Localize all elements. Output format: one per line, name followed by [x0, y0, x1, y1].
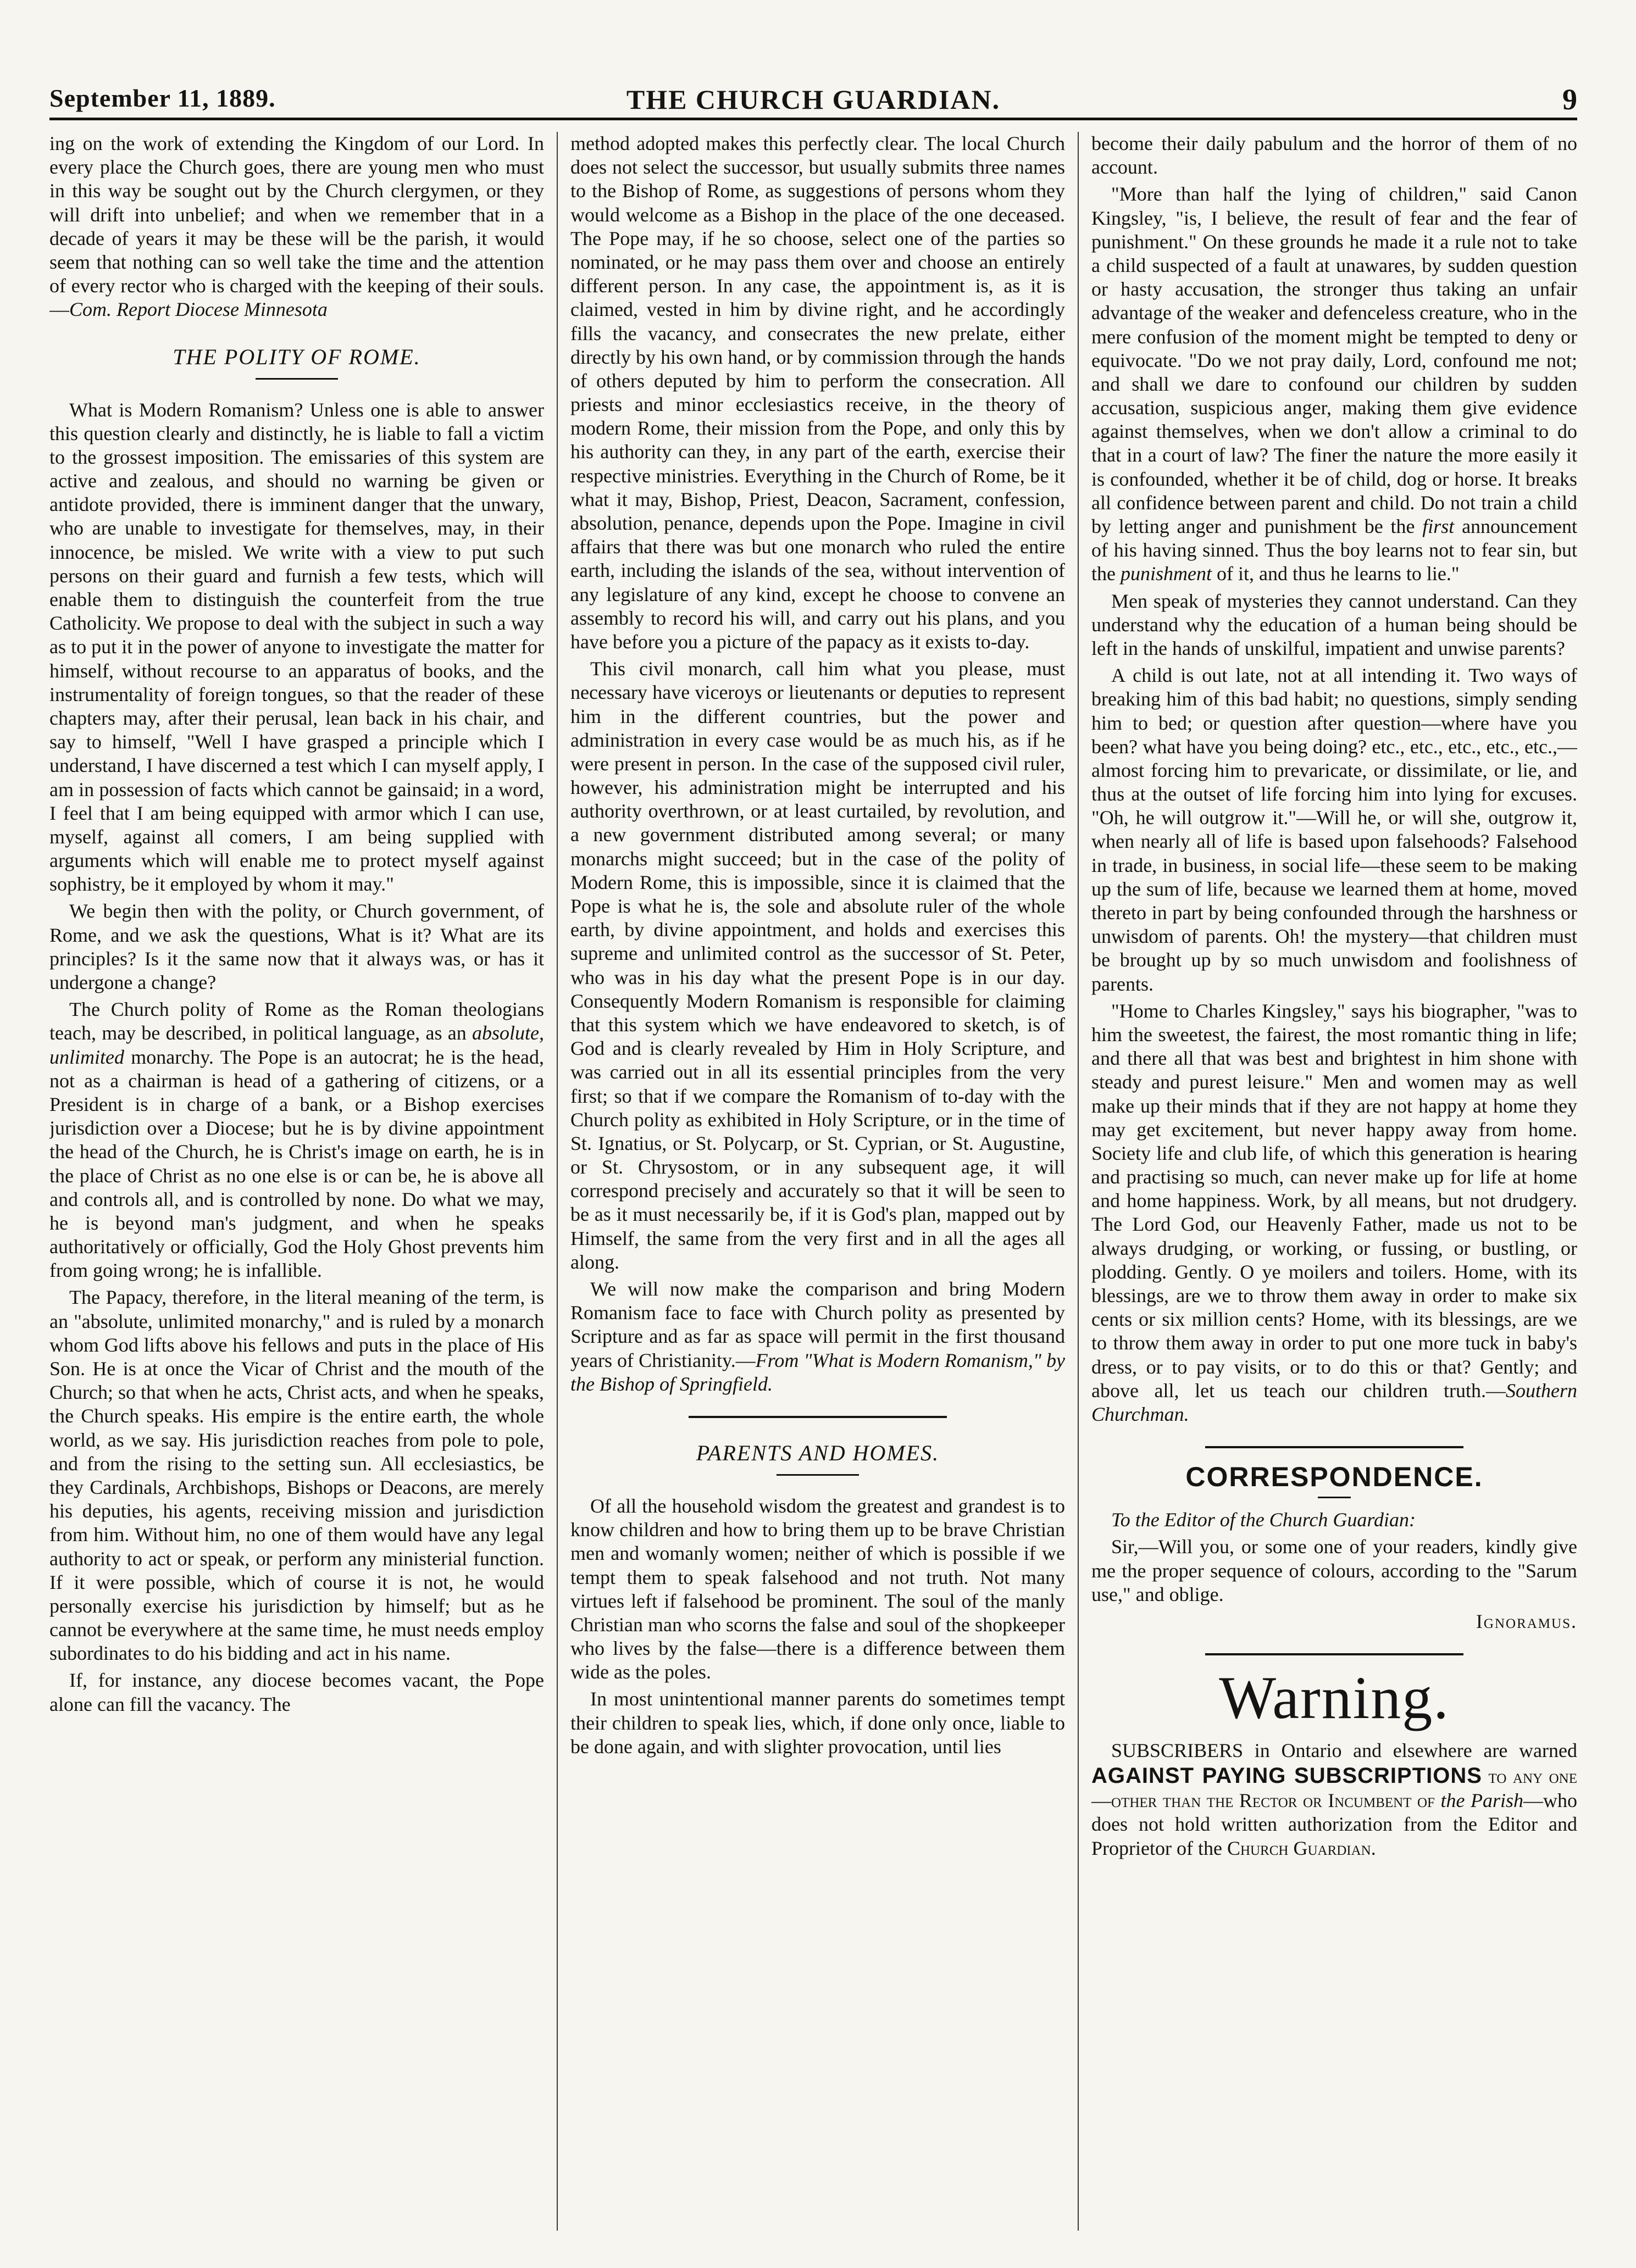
- article-paragraph: If, for instance, any diocese becomes vacant, the Pope alone can fill the vacancy. The: [49, 1669, 544, 1715]
- publication-name: Church Guardian.: [1227, 1837, 1376, 1859]
- section-rule: [689, 1416, 947, 1418]
- emphasis: the Parish: [1440, 1789, 1523, 1812]
- column-divider: [1078, 132, 1079, 2231]
- article-attribution: From "What is Modern Romanism," by the Bishop of Springfield.: [570, 1349, 1065, 1395]
- title-rule: [256, 378, 338, 380]
- page-number: 9: [1562, 83, 1577, 116]
- correspondence-body: Sir,—Will you, or some one of your readers, kindly give me the proper sequence of colours, according to the "Sarum use," and oblige.: [1091, 1536, 1577, 1605]
- warning-notice: SUBSCRIBERS in Ontario and elsewhere are warned AGAINST PAYING SUBSCRIPTIONS to any one—other than the Rector or Incumbent of the Parish—who does not hold written authorization from the Editor and Proprietor of the Church Guardian.: [1091, 1739, 1577, 1859]
- section-rule: [1205, 1446, 1463, 1448]
- title-rule: [1318, 1497, 1351, 1498]
- article-title-polity: THE POLITY OF ROME.: [173, 344, 421, 369]
- warning-title: Warning.: [1219, 1664, 1450, 1732]
- article-paragraph: This civil monarch, call him what you please, must necessary have viceroys or lieutenants or deputies to represent him in the different countries, but the power and administration in every case would be as much his, as if he were present in person. In the case of the supposed civil ruler, however, his administration might be interrupted and his authority overthrown, or at least curtailed, by revolution, and a new government distributed among several; or many monarchs might succeed; but in the case of the polity of Modern Rome, this is impossible, since it is claimed that the Pope is what he is, the sole and absolute ruler of the whole earth, by divine appointment, and holds and exercises this supreme and unlimited control as the successor of St. Peter, who was in his day what the present Pope is in our day. Consequently Modern Romanism is responsible for claiming that this system which we have endeavored to sketch, is of God and is clearly revealed by Him in Holy Scripture, and was carried out in all its essential principles from the very first; so that if we compare the Romanism of to-day with the Church polity as exhibited in Holy Scripture, or in the time of St. Ignatius, or St. Polycarp, or St. Cyprian, or St. Augustine, or St. Chrysostom, or in any subsequent age, it will correspond precisely and accurately so that it will be seen to be as it must necessarily be, if it is God's plan, mapped out by Himself, the same from the very first and in all the ages all along.: [570, 658, 1065, 1273]
- article-paragraph: In most unintentional manner parents do sometimes tempt their children to speak lies, which, if done only once, liable to be done again, and with slighter provocation, until lies: [570, 1688, 1065, 1758]
- emphasis: punishment: [1120, 563, 1212, 585]
- article-paragraph: We will now make the comparison and bring Modern Romanism face to face with Church polity as presented by Scripture and as far as space will permit in the first thousand years of Christianity.—From "What is Modern Romanism," by the Bishop of Springfield.: [570, 1278, 1065, 1395]
- article-paragraph: We begin then with the polity, or Church government, of Rome, and we ask the questions, What is it? What are its principles? Is it the same now that it always was, or has it undergone a change?: [49, 900, 544, 993]
- article-paragraph: A child is out late, not at all intending it. Two ways of breaking him of this bad habit; no questions, simply sending him to bed; or question after question—where have you been? what have you being doing? etc., etc., etc., etc., etc.,—almost forcing him to prevaricate, or dissimilate, or lie, and thus at the outset of life forcing him into lying for excuses. "Oh, he will outgrow it."—Will he, or will she, outgrow it, when nearly all of life is based upon falsehoods? Falsehood in trade, in business, in social life—these seem to be making up the sum of life, because we learned them at home, moved thereto in part by being confounded through the harshness or unwisdom of parents. Oh! the mystery—that children must be brought up by so much unwisdom and foolishness of parents.: [1091, 664, 1577, 995]
- article-paragraph: The Papacy, therefore, in the literal meaning of the term, is an "absolute, unlimited monarchy," and is ruled by a monarch whom God lifts above his fellows and puts in the place of His Son. He is at once the Vicar of Christ and the mouth of the Church; so that when he acts, Christ acts, and when he speaks, the Church speaks. His empire is the entire earth, the whole world, as we say. His jurisdiction reaches from pole to pole, and from the rising to the setting sun. All ecclesiastics, be they Cardinals, Archbishops, Bishops or Deacons, are merely his deputies, his agents, receiving mission and jurisdiction from him. Without him, no one of them would have any legal authority to act or speak, or perform any ministerial function. If it were possible, which of course it is not, he would personally exercise his jurisdiction by himself; but as he cannot be everywhere at the same time, he must needs employ subordinates to do his bidding and act in his name.: [49, 1286, 544, 1665]
- article-paragraph: method adopted makes this perfectly clear. The local Church does not select the successor, but usually submits three names to the Bishop of Rome, as suggestions of persons whom they would welcome as a Bishop in the place of the one deceased. The Pope may, if he so choose, select one of the parties so nominated, or he may pass them over and choose an entirely different person. In any case, the appointment is, as it is claimed, vested in him by divine right, and he accordingly fills the vacancy, and consecrates the new prelate, either directly by his own hand, or by commission through the hands of others deputed by him to perform the consecration. All priests and minor ecclesiastics receive, in the theory of modern Rome, their mission from the Pope, and only this by his authority can they, in any part of the earth, exercise their respective ministries. Everything in the Church of Rome, be it what it may, Bishop, Priest, Deacon, Sacrament, confession, absolution, penance, depends upon the Pope. Imagine in civil affairs that there was but one monarch who ruled the entire earth, including the islands of the sea, without intervention of any legislature of any kind, except he choose to convene an assembly to record his will, and carry out his plans, and you have before you a picture of the papacy as it exists to-day.: [570, 132, 1065, 653]
- emphasis: absolute, unlimited: [49, 1022, 544, 1068]
- column-divider: [557, 132, 558, 2231]
- title-rule: [777, 1474, 859, 1476]
- article-attribution: Com. Report Diocese Minnesota: [69, 298, 328, 321]
- article-paragraph: The Church polity of Rome as the Roman theologians teach, may be described, in political language, as an absolute, unlimited monarchy. The Pope is an autocrat; he is the head, not as a chairman is head of a gathering of citizens, or a President is in charge of a bank, or a Bishop exercises jurisdiction over a Diocese; but he is by divine appointment the head of the Church, he is Christ's image on earth, he is in the place of Christ as no one else is or can be, he is above all and controls all, and is controlled by none. Do what we may, he is beyond man's judgment, and when he speaks authoritatively or officially, God the Holy Ghost prevents him from going wrong; he is infallible.: [49, 998, 544, 1282]
- article-paragraph: Of all the household wisdom the greatest and grandest is to know children and how to bring them up to be brave Christian men and womanly women; neither of which is possible if we tempt them to speak falsehood and not truth. Not many virtues left if falsehood be prominent. The soul of the manly Christian man who scorns the false and soul of the shopkeeper who lives by the false—there is a difference between them wide as the poles.: [570, 1494, 1065, 1683]
- masthead-title: THE CHURCH GUARDIAN.: [626, 84, 1001, 115]
- correspondence-signature: Ignoramus.: [1476, 1610, 1577, 1632]
- article-paragraph: "Home to Charles Kingsley," says his biographer, "was to him the sweetest, the fairest, the most romantic thing in life; and there all that was best and brightest in him shone with steady and purest leisure." Men and women may as well make up their minds that if they are not happy at home they may get excitement, but never happy away from home. Society life and club life, of which this generation is hearing and practising so much, can never make up for life at home and home happiness. Work, by all means, but not drudgery. The Lord God, our Heavenly Father, made us not to be always drudging, or working, or fussing, or bustling, or plodding. Gently. O ye moilers and toilers. Home, with its blessings, are we to throw them away in order to make six cents or six million cents? Home, with its blessings, are we to throw them away in order to put one more tuck in baby's dress, or to pay visits, or to do this or that? Gently; and above all, let us teach our children truth.—Southern Churchman.: [1091, 999, 1577, 1425]
- warning-emphasis: AGAINST PAYING SUBSCRIPTIONS: [1091, 1764, 1482, 1788]
- emphasis: first: [1422, 515, 1455, 537]
- issue-date: September 11, 1889.: [49, 84, 276, 112]
- article-paragraph: Men speak of mysteries they cannot understand. Can they understand why the education of a human being should be left in the hands of unskilful, impatient and unwise parents?: [1091, 590, 1577, 659]
- article-attribution: Southern Churchman.: [1091, 1379, 1577, 1425]
- article-title-parents: PARENTS AND HOMES.: [696, 1440, 940, 1465]
- article-paragraph: ing on the work of extending the Kingdom of our Lord. In every place the Church goes, there are young men who must in this way be sought out by the Church clergymen, or they will drift into unbelief; and when we remember that in a decade of years it may be these will be the parish, it would seem that nothing can so well take the time and the attention of every rector who is charged with the keeping of their souls.—Com. Report Diocese Minnesota: [49, 132, 544, 321]
- column-1: [49, 132, 544, 2242]
- article-paragraph: What is Modern Romanism? Unless one is able to answer this question clearly and distinctly, he is liable to fall a victim to the grossest imposition. The emissaries of this system are active and zealous, and should no warning be given or antidote provided, there is imminent danger that the unwary, who are unable to investigate for themselves, may, in their innocence, be misled. We write with a view to put such persons on their guard and furnish a few tests, which will enable them to distinguish the counterfeit from the true Catholicity. We propose to deal with the subject in such a way as to put it in the power of anyone to investigate the matter for himself, without recourse to an apparatus of books, and the instrumentality of foreign tongues, so that the reader of these chapters may, after their perusal, lean back in his chair, and say to himself, "Well I have grasped a principle which I understand, I have discerned a test which I can myself apply, I am in possession of facts which cannot be gainsaid; in a word, I feel that I am being equipped with armor which I can use, myself, against all comers, I am being supplied with arguments which will enable me to protect myself against sophistry, be it employed by whom it may.": [49, 398, 544, 896]
- article-paragraph: become their daily pabulum and the horror of them of no account.: [1091, 132, 1577, 179]
- column-2: [570, 132, 1065, 2242]
- page-header: [49, 82, 1577, 120]
- correspondence-salutation: To the Editor of the Church Guardian:: [1111, 1509, 1416, 1531]
- column-3: [1091, 132, 1577, 2242]
- correspondence-title: CORRESPONDENCE.: [1185, 1461, 1483, 1493]
- article-paragraph: "More than half the lying of children," said Canon Kingsley, "is, I believe, the result of fear and the fear of punishment." On these grounds he made it a rule not to take a child suspected of a fault at unawares, by sudden question or hasty accusation, the stronger thus taking an unfair advantage of the weaker and defenceless creature, who in the mere confusion of the moment might be tempted to deny or equivocate. "Do we not pray daily, Lord, confound me not; and shall we dare to confound our children by sudden accusation, suspicious anger, making them give evidence against themselves, when we don't allow a criminal to do that in a court of law? The finer the nature the more easily it is confounded, whether it be of child, dog or horse. It breaks all confidence between parent and child. Do not train a child by letting anger and punishment be the first announcement of his having sinned. Thus the boy learns not to fear sin, but the punishment of it, and thus he learns to lie.": [1091, 183, 1577, 585]
- section-rule: [1205, 1653, 1463, 1655]
